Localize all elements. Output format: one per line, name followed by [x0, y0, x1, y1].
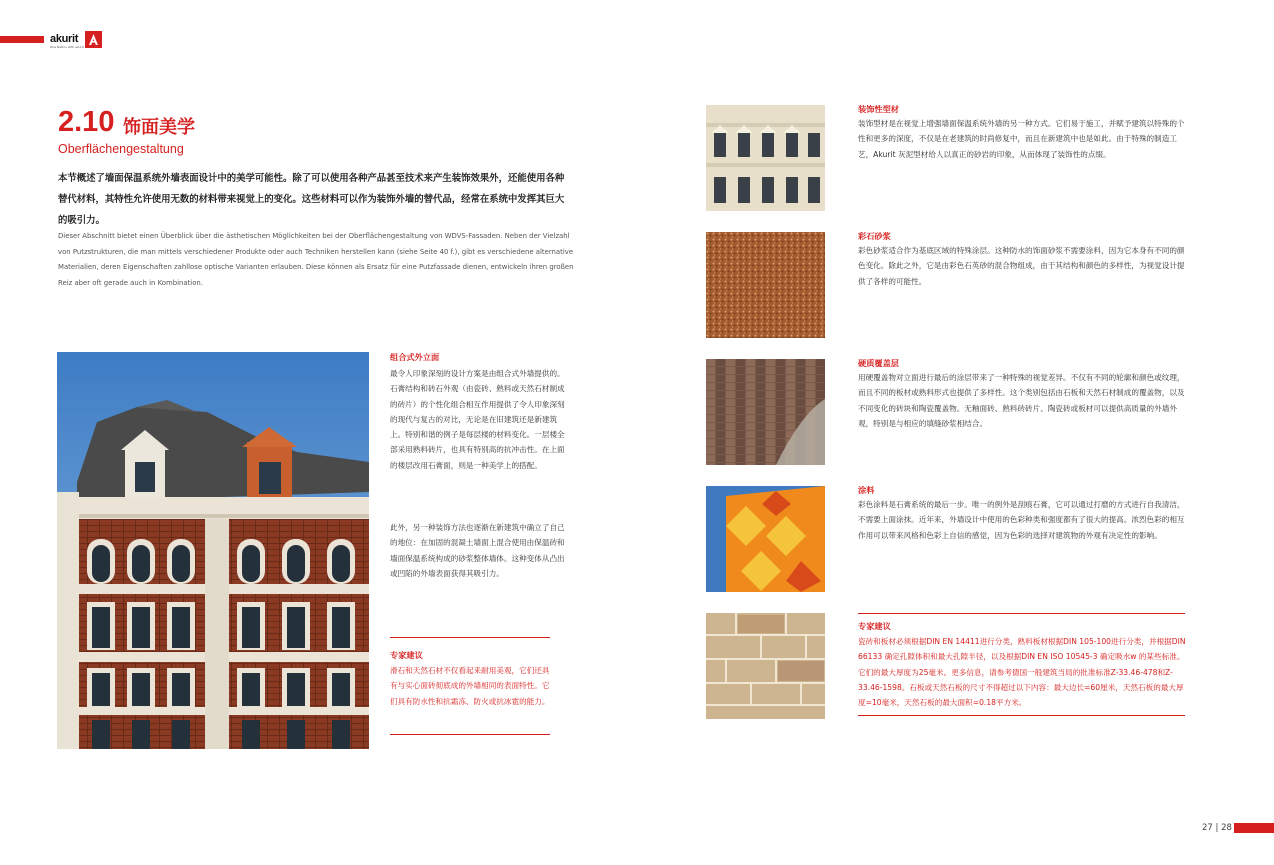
- natural-stone-photo: [706, 613, 825, 719]
- page-subtitle: Oberflächengestaltung: [58, 142, 184, 156]
- expert-tip-title-right: 专家建议: [858, 621, 891, 631]
- hard-cladding-photo: [706, 359, 825, 465]
- brand-name: akurit: [50, 33, 79, 45]
- colored-stone-plaster-photo: [706, 232, 825, 338]
- expert-tip-body-right: 瓷砖和板材必须根据DIN EN 14411进行分类，熟料板材根据DIN 105-100进行分类，并根据DIN 66133 确定孔隙体积和最大孔隙半径，以及根据DIN EN ISO 10545-3 确定吸水w 的某些标准。它们的最大厚度为25毫米。更多信息，请参考德国一般建筑当局的批准标准Z-33.46-478和Z-33.46-1598。石板或天然石板的尺寸不得超过以下内容：最大边长=60厘米，天然石板的最大厚度=10毫米，天然石板的最大面积=0.18平方米。: [858, 637, 1186, 708]
- intro-german: Dieser Abschnitt bietet einen Überblick über die ästhetischen Möglichkeiten bei der Oberflächengestaltung von WDVS-Fassaden. Neben der Vielzahl von Putzstrukturen, die man mittels verschiedener Produkte oder auch Techniken herstellen kann (siehe Seite 40 f.), gibt es verschiedene alternative Materialien, deren Eigenschaften zahllose optische Varianten erlauben. Diese können als Ersatz für eine Putzfassade dienen, entwickeln ihren großen Reiz aber oft gerade auch in Kombination.: [58, 232, 574, 287]
- decorative-profile-title: 装饰性型材: [858, 104, 899, 114]
- mortar-wall-paragraph: 此外，另一种装饰方法也逐渐在新建筑中确立了自己的地位：在加固的混凝土墙面上混合使用由保温砖和墙面保温系统构成的砂浆整体墙体。这种变体从凸出或凹陷的外墙表面获得其吸引力。: [390, 523, 565, 578]
- hard-cladding-title: 硬质覆盖层: [858, 358, 899, 368]
- brand-tagline: One Nation with akurit: [50, 45, 84, 49]
- divider: [390, 734, 550, 735]
- expert-tip-body: 滑石和天然石材不仅看起来耐用美观，它们还具有与实心面砖彻底成的外墙相同的表面特性。它们具有防水性和抗霜冻、防火或抗冰雹的能力。: [390, 666, 550, 706]
- divider: [858, 715, 1185, 716]
- intro-chinese: 本节概述了墙面保温系统外墙表面设计中的美学可能性。除了可以使用各种产品甚至技术来产生装饰效果外，还能使用各种替代材料，其特性允许使用无数的材料带来视觉上的变化。这些材料可以作为装饰外墙的替代品，经常在系统中发挥其巨大的吸引力。: [58, 173, 565, 226]
- hard-cladding-body: 用硬覆盖物对立面进行最后的涂层带来了一种特殊的视觉差异。不仅有不同的轮廓和颜色或纹理，而且不同的板材或熟料形式也提供了多样性。这个类别包括由石板和天然石材制成的覆盖物，以及不同变化的砖块和陶瓷覆盖物。无釉面砖、熟料砖砖片、陶瓷砖或板材可以提供高质量的外墙外观，特别是与相应的填缝砂浆相结合。: [858, 373, 1185, 428]
- paint-title: 涂料: [858, 485, 875, 495]
- stone-plaster-body: 彩色砂浆适合作为基底区域的特殊涂层。这种防水的饰面砂浆不需要涂料，因为它本身有不同的颜色变化。除此之外，它是由彩色石英砂的混合物组成，由于其结构和颜色的多样性，为视觉设计提供了各样的可能性。: [858, 246, 1185, 286]
- stone-plaster-title: 彩石砂浆: [858, 231, 891, 241]
- divider: [858, 613, 1185, 614]
- header-red-bar: [0, 36, 44, 43]
- page-numbers: 27 | 28: [1202, 823, 1232, 833]
- divider: [390, 637, 550, 638]
- facade-photo: [57, 352, 369, 749]
- page-title: 饰面美学: [123, 117, 195, 138]
- decorative-profile-body: 装饰型材是在视觉上增强墙面保温系统外墙的另一种方式。它们易于施工，并赋予建筑以特殊的个性和更多的深度，不仅是在老建筑的时尚修复中，而且在新建筑中也是如此。由于特殊的制造工艺，Akurit 灰泥型材给人以真正的砂岩的印象，从而体现了装饰性的点缀。: [858, 119, 1185, 159]
- footer-red-bar: [1234, 823, 1274, 833]
- combined-facade-body: 最令人印象深刻的设计方案是由组合式外墙提供的。石膏结构和砖石外观（由瓷砖、熟料或天然石材制成的砖片）的个性化组合相互作用提供了令人印象深刻的现代与复古的对比，无论是在旧建筑还是新建筑上。特别和谐的例子是每层楼的材料变化。一层楼全部采用熟料砖片，也具有特别高的抗冲击性。在上面的楼层改用石膏面，则是一种美学上的搭配。: [390, 369, 565, 470]
- decorative-profile-photo: [706, 105, 825, 211]
- expert-tip-title: 专家建议: [390, 650, 423, 660]
- section-number: 2.10: [58, 106, 115, 138]
- combined-facade-title: 组合式外立面: [390, 352, 440, 362]
- paint-body: 彩色涂料是石膏系统的最后一步。唯一的例外是刮痕石膏，它可以通过打磨的方式进行自我清洁，不需要上面涂抹。近年来，外墙设计中使用的色彩种类和强度都有了很大的提高。浓烈色彩的相互作用可以带来风格和色彩上自信的感觉，因为色彩的选择对建筑物的外观有决定性的影响。: [858, 500, 1185, 540]
- akurit-logo-icon: [85, 31, 102, 48]
- paint-facade-photo: [706, 486, 825, 592]
